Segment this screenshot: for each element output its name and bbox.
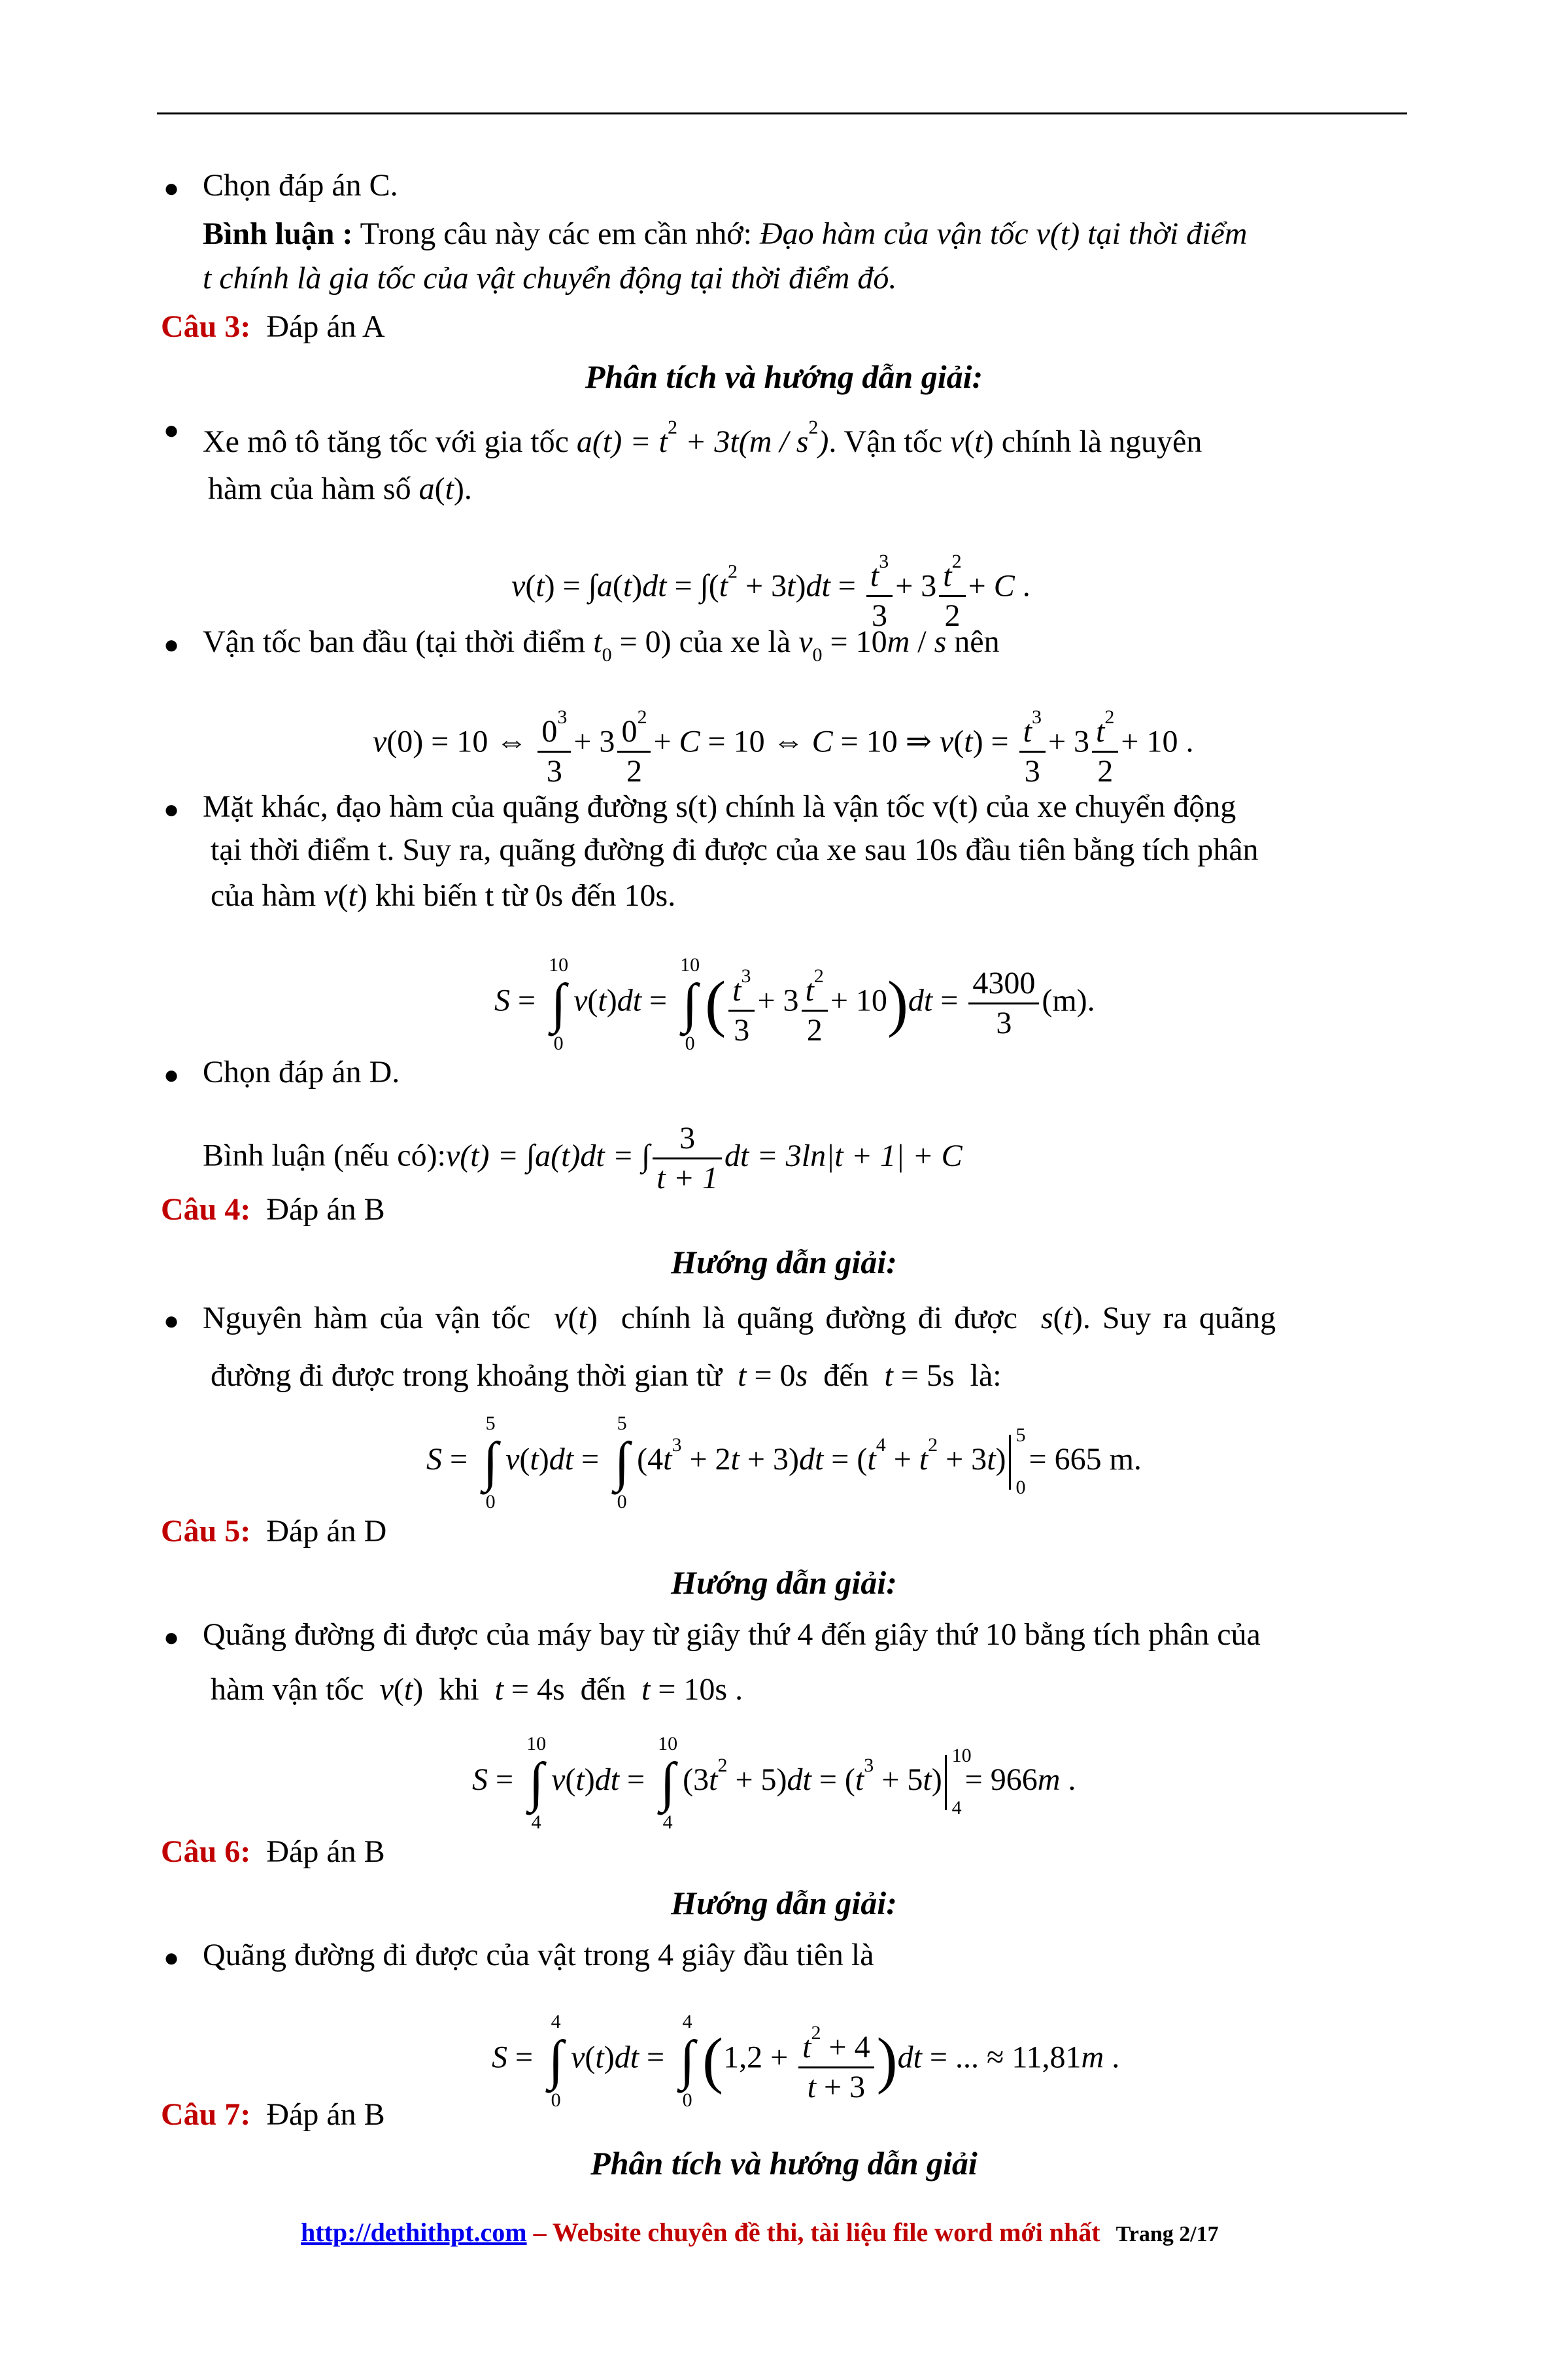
- q4-bullet-1-line-1: Nguyên hàm của vận tốc v(t) chính là quãng đường đi được s(t). Suy ra quãng: [203, 1301, 1276, 1335]
- bullet-icon: ●: [163, 1306, 180, 1335]
- q3-bullet-3-line-2: tại thời điểm t. Suy ra, quãng đường đi được của xe sau 10s đầu tiên bằng tích phân: [211, 832, 1259, 867]
- question-4-header: [161, 1190, 385, 1229]
- q5-b1-line2-text-b: khi: [439, 1672, 479, 1707]
- question-4-answer: Đáp án B: [266, 1192, 385, 1227]
- q5-bullet-1-line-1: Quãng đường đi được của máy bay từ giây thứ 4 đến giây thứ 10 bằng tích phân của: [203, 1617, 1261, 1652]
- q6-distance-equation: S = 4 ∫ 0 v(t)dt = 4 ∫ 0 (1,2 + $\frac{t^2 + 4}{t + 3}$ )dt = ... ≈ 11,81m .: [492, 2010, 1120, 2111]
- question-3-heading: Phân tích và hướng dẫn giải:: [585, 358, 983, 395]
- header-rule: [157, 112, 1407, 114]
- q3-comment-label: Bình luận (nếu có):: [203, 1138, 446, 1173]
- q4-distance-equation: S = 5 ∫ 0 v(t)dt = 5 ∫ 0 $(4t^3 + 2t + 3)dt = (t^4 + t^2 + 3t)$ 5 0 = 665 m.: [426, 1412, 1142, 1513]
- q5-bullet-1-line-2: hàm vận tốc v(t) khi t = 4s đến t = 10s .: [211, 1672, 743, 1707]
- q4-b1-text-c: . Suy ra quãng: [1082, 1301, 1276, 1335]
- question-3-answer: Đáp án A: [266, 309, 385, 344]
- q3-b3-text-b: khi biến t từ 0s đến 10s.: [375, 878, 676, 913]
- question-6-heading: Hướng dẫn giải:: [671, 1885, 897, 1921]
- question-5-header: [161, 1512, 386, 1551]
- question-7-answer: Đáp án B: [266, 2097, 385, 2132]
- initial-condition-equation: v(0) = 10 ⇔ $\frac{0^3}{3}$ + 3 $\frac{0^2}{2}$ + C = 10 ⇔ C = 10 ⇒ v(t) = $\frac{t^3}{3}$ + 3 $\frac{t^2}{2}$ + 10 .: [373, 698, 1193, 791]
- bullet-icon: ●: [163, 1943, 180, 1972]
- q3-b1-text-c: chính là nguyên: [1001, 424, 1202, 459]
- q3-b1-text-b: . Vận tốc: [828, 424, 943, 459]
- q3-bullet-3-line-3: của hàm v(t) khi biến t từ 0s đến 10s.: [211, 878, 676, 913]
- q3-b1-text-a: Xe mô tô tăng tốc với gia tốc: [203, 424, 569, 459]
- comment-italic-1: Đạo hàm của vận tốc v(t) tại thời điểm: [760, 216, 1248, 251]
- footer-link[interactable]: http://dethithpt.com: [301, 2218, 527, 2247]
- bullet-icon: ●: [163, 630, 180, 659]
- question-3-label: Câu 3:: [161, 309, 251, 344]
- question-5-heading: Hướng dẫn giải:: [671, 1564, 897, 1601]
- question-4-heading: Hướng dẫn giải:: [671, 1244, 897, 1280]
- q5-b1-line2-text-c: đến: [580, 1672, 626, 1707]
- bullet-icon: ●: [163, 415, 180, 445]
- q3-b2-text-a: Vận tốc ban đầu (tại thời điểm: [203, 625, 586, 659]
- q6-bullet-1: Quãng đường đi được của vật trong 4 giây đầu tiên là: [203, 1938, 874, 1972]
- q3-b3-text-a: của hàm: [211, 878, 316, 913]
- q4-b1-text-b: chính là quãng đường đi được: [621, 1301, 1017, 1335]
- q5-b1-line2-text-a: hàm vận tốc: [211, 1672, 364, 1707]
- distance-integral-equation: S = 10 ∫ 0 v(t)dt = 10 ∫ 0 ( $\frac{t^3}{3}$ + 3 $\frac{t^2}{2}$ + 10)dt = $\frac{4300}{3}$ (m).: [494, 953, 1095, 1054]
- q4-b1-line2-text-c: là:: [970, 1358, 1002, 1393]
- q4-b1-line2-text-a: đường đi được trong khoảng thời gian từ: [211, 1358, 723, 1393]
- choose-answer-d: Chọn đáp án D.: [203, 1055, 400, 1089]
- q3-bullet-2: Vận tốc ban đầu (tại thời điểm $t_0 = 0$) của xe là $v_0 = 10m / s$ nên: [203, 625, 1000, 666]
- q4-b1-text-a: Nguyên hàm của vận tốc: [203, 1301, 531, 1335]
- question-3-header: [161, 307, 385, 347]
- question-5-label: Câu 5:: [161, 1514, 251, 1549]
- footer-text: – Website chuyên đề thi, tài liệu file word mới nhất: [526, 2218, 1100, 2247]
- bullet-icon: ●: [163, 795, 180, 824]
- page-footer: [301, 2217, 1219, 2248]
- q5-distance-equation: S = 10 ∫ 4 v(t)dt = 10 ∫ 4 $(3t^2 + 5)dt = (t^3 + 5t)$ 10 4 = 966m .: [472, 1732, 1076, 1833]
- bullet-icon: ●: [163, 1622, 180, 1652]
- bullet-icon: ●: [163, 173, 180, 203]
- acceleration-formula: $a(t) = t^2 + 3t(m / s^2)$: [576, 417, 829, 459]
- unit-meters: (m).: [1042, 983, 1095, 1018]
- q4-b1-line2-text-b: đến: [823, 1358, 869, 1393]
- question-5-answer: Đáp án D: [266, 1514, 387, 1549]
- q3-comment-line: Bình luận (nếu có):v(t) = ∫a(t)dt = ∫ $\frac{3}{t + 1}$ dt = 3ln|t + 1| + C: [203, 1121, 963, 1195]
- question-6-answer: Đáp án B: [266, 1834, 385, 1869]
- comment-text: Trong câu này các em cần nhớ:: [352, 216, 760, 251]
- question-7-header: [161, 2095, 385, 2134]
- q3-b2-text-b: ) của xe là: [660, 625, 791, 659]
- page-number: Trang 2/17: [1116, 2222, 1219, 2246]
- question-6-label: Câu 6:: [161, 1834, 251, 1869]
- question-4-label: Câu 4:: [161, 1192, 251, 1227]
- question-7-heading: Phân tích và hướng dẫn giải: [590, 2145, 978, 2182]
- velocity-antiderivative-equation: $v(t) = \int a(t)dt = \int(t^2 + 3t)dt$ = $\frac{t^3}{3}$ + 3 $\frac{t^2}{2}$ + C .: [511, 543, 1031, 635]
- q3-bullet-1-line-2: hàm của hàm số a(t).: [208, 471, 472, 506]
- q3-bullet-1-line-1: Xe mô tô tăng tốc với gia tốc $a(t) = t^2 + 3t(m / s^2)$. Vận tốc v(t) chính là nguyên: [203, 417, 1202, 459]
- question-6-header: [161, 1832, 385, 1872]
- q3-bullet-3-line-1: Mặt khác, đạo hàm của quãng đường s(t) chính là vận tốc v(t) của xe chuyển động: [203, 789, 1236, 824]
- comment-italic-2: t chính là gia tốc của vật chuyển động tại thời điểm đó.: [203, 261, 897, 296]
- question-7-label: Câu 7:: [161, 2097, 251, 2132]
- comment-label: Bình luận :: [203, 216, 353, 251]
- choose-answer-c: Chọn đáp án C.: [203, 168, 398, 203]
- q4-bullet-1-line-2: đường đi được trong khoảng thời gian từ t = 0s đến t = 5s là:: [211, 1358, 1002, 1393]
- q3-b1-line2-text: hàm của hàm số: [208, 471, 411, 506]
- comment-line-1: [203, 214, 1247, 254]
- q3-b2-text-c: nên: [954, 625, 1000, 659]
- bullet-icon: ●: [163, 1060, 180, 1089]
